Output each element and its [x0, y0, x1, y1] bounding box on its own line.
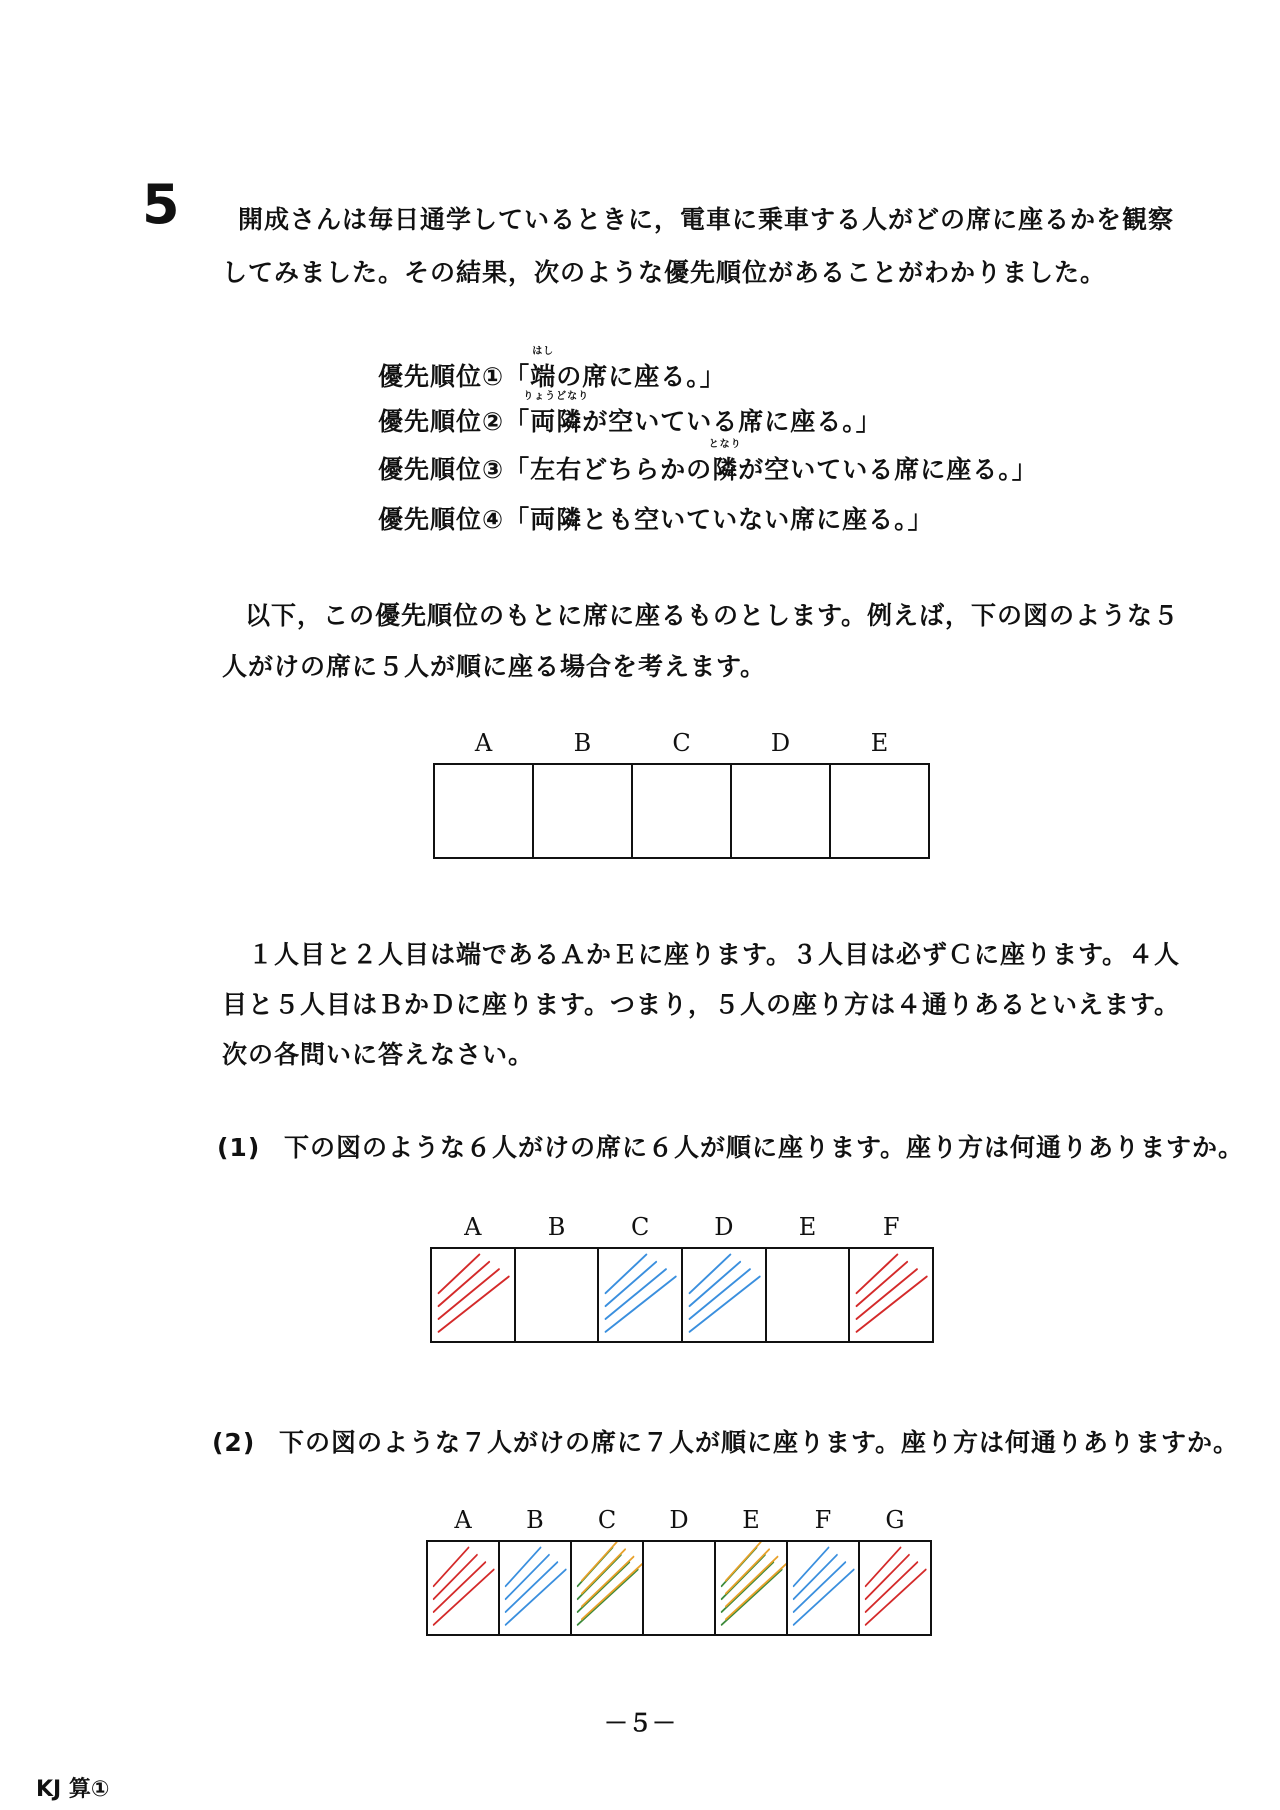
seat-label: D	[714, 1213, 734, 1241]
question-number: 5	[142, 173, 180, 236]
hatch-mark	[788, 1542, 858, 1634]
ruby-ryoudonari: りょうどなり	[523, 391, 590, 402]
priority-2-label: 優先順位②	[378, 407, 505, 436]
seat-label: E	[870, 729, 889, 757]
hatch-mark	[850, 1249, 932, 1341]
hatch-stroke	[506, 1570, 566, 1625]
priority-3-word	[708, 439, 742, 486]
seat-label: C	[630, 1213, 650, 1241]
hatch-stroke	[439, 1277, 509, 1332]
hatch-stroke	[606, 1269, 666, 1319]
exam-code: KJ 算①	[36, 1777, 110, 1802]
q1-seat-f	[850, 1213, 932, 1341]
seat-label: B	[547, 1213, 566, 1241]
q2-seat-e	[716, 1506, 788, 1634]
hatch-mark	[683, 1249, 765, 1341]
priority-2-open: 「	[504, 407, 531, 436]
hatch-mark	[716, 1542, 786, 1634]
example-seat-d	[732, 729, 831, 857]
hatch-stroke	[857, 1269, 917, 1319]
hatch-stroke	[857, 1277, 927, 1332]
q2-seat-f	[788, 1506, 860, 1634]
q1-seat-row	[430, 1213, 934, 1343]
q2-seat-a	[428, 1506, 500, 1634]
seat-label: A	[454, 1506, 472, 1534]
seat-label: B	[573, 729, 592, 757]
question-2-label: (2)	[212, 1428, 256, 1457]
hatch-stroke	[578, 1570, 638, 1625]
page-number: －５－	[604, 1709, 676, 1737]
q2-seat-g	[860, 1506, 930, 1634]
hatch-stroke	[578, 1562, 630, 1612]
hatch-stroke	[434, 1562, 486, 1612]
ruby-hashi: はし	[532, 346, 555, 357]
hatch-mark	[432, 1249, 514, 1341]
priority-2-word	[523, 391, 590, 438]
explanation-line-3: 次の各問いに答えなさい。	[222, 1040, 535, 1069]
hatch-mark	[860, 1542, 930, 1634]
intro-line-1: 開成さんは毎日通学しているときに，電車に乗車する人がどの席に座るかを観察	[238, 205, 1175, 234]
hatch-stroke	[606, 1277, 676, 1332]
priority-1-kanji: 端	[530, 362, 557, 391]
priority-3-kanji: 隣	[712, 455, 739, 484]
hatch-stroke	[439, 1269, 499, 1319]
hatch-stroke	[722, 1570, 782, 1625]
ruby-tonari: となり	[708, 439, 742, 450]
example-seat-b	[534, 729, 633, 857]
seat-label: E	[742, 1506, 760, 1534]
q2-seat-c	[572, 1506, 644, 1634]
priority-1-rest: の席に座る。」	[556, 362, 726, 391]
q1-seat-e	[767, 1213, 851, 1341]
seat-label: A	[474, 729, 493, 757]
hatch-stroke	[866, 1570, 926, 1625]
question-1-label: (1)	[217, 1133, 261, 1162]
question-2	[212, 1428, 1239, 1458]
example-seat-a	[435, 729, 534, 857]
seat-label: B	[526, 1506, 544, 1534]
priority-2-kanji: 両隣	[530, 407, 583, 436]
hatch-stroke	[794, 1570, 854, 1625]
hatch-mark	[500, 1542, 570, 1634]
q1-seat-c	[599, 1213, 683, 1341]
question-2-text: 下の図のような７人がけの席に７人が順に座ります。座り方は何通りありますか。	[278, 1428, 1239, 1457]
priority-3	[378, 439, 1038, 486]
priority-4	[378, 500, 934, 536]
q1-seat-d	[683, 1213, 767, 1341]
seat-label: F	[882, 1213, 900, 1241]
question-1	[217, 1133, 1244, 1163]
seat-label: D	[669, 1506, 689, 1534]
seat-label: F	[814, 1506, 832, 1534]
seat-label: E	[798, 1213, 817, 1241]
hatch-mark	[572, 1542, 642, 1634]
intro-line-2: してみました。その結果，次のような優先順位があることがわかりました。	[222, 258, 1107, 287]
explanation-line-1: １人目と２人目は端であるＡかＥに座ります。３人目は必ずＣに座ります。４人	[248, 940, 1181, 969]
seat-label: D	[770, 729, 791, 757]
q1-seat-b	[516, 1213, 600, 1341]
priority-3-label: 優先順位③	[378, 455, 505, 484]
q1-seat-a	[432, 1213, 516, 1341]
example-seat-c	[633, 729, 732, 857]
example-line-1: 以下，この優先順位のもとに席に座るものとします。例えば，下の図のような５	[245, 601, 1180, 630]
priority-1-label: 優先順位①	[378, 362, 505, 391]
q2-seat-d	[644, 1506, 716, 1634]
hatch-stroke	[690, 1269, 750, 1319]
priority-3-open: 「左右どちらかの	[504, 455, 713, 484]
example-seat-row	[433, 729, 930, 859]
hatch-mark	[599, 1249, 681, 1341]
priority-2	[378, 391, 882, 438]
hatch-stroke	[866, 1562, 918, 1612]
seat-label: G	[885, 1506, 905, 1534]
priority-4-text: 「両隣とも空いていない席に座る。」	[504, 505, 934, 534]
q2-seat-b	[500, 1506, 572, 1634]
hatch-stroke	[506, 1562, 558, 1612]
seat-label: A	[464, 1213, 482, 1241]
priority-1-open: 「	[504, 362, 531, 391]
example-line-2: 人がけの席に５人が順に座る場合を考えます。	[222, 652, 767, 681]
q2-seat-row	[426, 1506, 932, 1636]
hatch-stroke	[722, 1562, 774, 1612]
explanation-line-2: 目と５人目はＢかＤに座ります。つまり，５人の座り方は４通りあるといえます。	[222, 990, 1181, 1019]
priority-4-label: 優先順位④	[378, 505, 505, 534]
hatch-mark	[428, 1542, 498, 1634]
seat-label: C	[597, 1506, 617, 1534]
seat-label: C	[672, 729, 691, 757]
priority-2-rest: が空いている席に座る。」	[582, 407, 882, 436]
priority-3-rest: が空いている席に座る。」	[738, 455, 1038, 484]
hatch-stroke	[794, 1562, 846, 1612]
question-1-text: 下の図のような６人がけの席に６人が順に座ります。座り方は何通りありますか。	[283, 1133, 1244, 1162]
hatch-stroke	[434, 1570, 494, 1625]
hatch-stroke	[690, 1277, 760, 1332]
example-seat-e	[831, 729, 928, 857]
